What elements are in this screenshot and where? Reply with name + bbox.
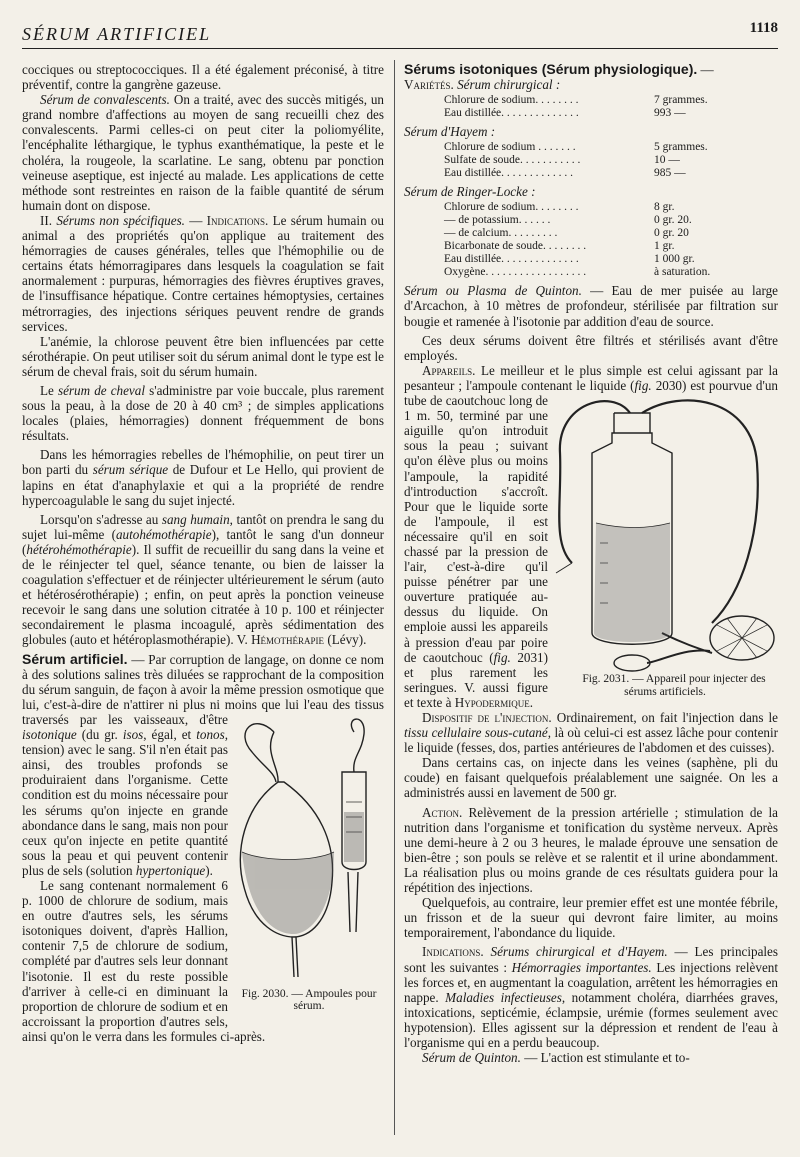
paragraph-serum-artificiel: Sérum artificiel. — Par corruption de langage, on donne ce nom à des solutions salines très diluées se rapprochant de la composition du sérum sanguin, de façon à avoir la même pression osmotique que lui, c'est-à-dire de n'attirer ni plus ni moins que lui l'eau des tissus traversés par les vaisseaux, d'être Fig. 2030. — Ampoules pour sérum. isotonique (du gr. isos, égal, et tonos, tension) avec le sang. S'il n'en était pas ainsi, des troubles profonds se produiraient dans l'organisme. Cette condition est du moins nécessaire pour les sérums qu'on injecte en grande abondance dans le sang, mais non pour ceux qu'on injecte en petite quantité sous la peau et qui peuvent contenir plus de sels (solution hypertonique).: [22, 652, 384, 878]
paragraph-indications: Indications. Sérums chirurgical et d'Hayem. — Les principales sont les suivantes : Hémorragies importantes. Les injections relèvent les forces et, en augmentant la coagulation, arrêtent les hémorragies en nappe. Maladies infectieuses, notamment choléra, diarrhées graves, intoxications, septicémie, éclampsie, urémie (formes seulement avec hypotension). Elles agissent sur la dépression et rendent de l'eau à l'organisme qui en a perdu beaucoup.: [404, 944, 778, 1050]
recipe-row: Sulfate de soude. . . . . . . . . . . 10 —: [444, 154, 680, 167]
figure-2031: [552, 393, 778, 703]
paragraph-action: Action. Relèvement de la pression artérielle ; stimulation de la nutrition dans l'organisme et tonification du système nerveux. Après une demi-heure à 2 ou 3 heures, le malade éprouve une sensation de bien-être ; son pouls se relève et se ralentit et il urine abondamment. La réalisation plus ou moins grande de ces résultats guidera pour la répétition des injections.: [404, 804, 778, 896]
paragraph: Ces deux sérums doivent être filtrés et stérilisés avant d'être employés.: [404, 332, 778, 363]
entry-heading: Sérum artificiel.: [22, 650, 128, 667]
paragraph-dispositif: Dispositif de l'injection. Ordinairement, on fait l'injection dans le tissu cellulaire sous-cutané, là où celui-ci est assez lâche pour contenir le liquide (fesses, dos, parties antérieures de l'abdomen et des cuisses).: [404, 710, 778, 756]
section-heading: Sérums isotoniques (Sérum physiologique). —: [404, 61, 714, 77]
paragraph: L'anémie, la chlorose peuvent être bien influencées par cette sérothérapie. On peut utiliser soit du sérum animal dont le type est le sérum de cheval frais, soit du sérum humain.: [22, 333, 384, 379]
recipe-ringer: [444, 201, 744, 279]
paragraph: cocciques ou streptococciques. Il a été également préconisé, à titre préventif, contre la gangrène gazeuse.: [22, 62, 384, 93]
recipe-row: Chlorure de sodium. . . . . . . . 8 gr.: [444, 201, 675, 214]
recipe-row: Bicarbonate de soude. . . . . . . . 1 gr.: [444, 240, 675, 253]
recipe-row: Oxygène. . . . . . . . . . . . . . . . . . à saturation.: [444, 266, 711, 279]
paragraph-convalescents: Sérum de convalescents. On a traité, avec des succès mitigés, un grand nombre d'affections au moyen de sang recueilli chez des convalescents. Parmi celles-ci on peut citer la poliomyélite, l'encéphalite léthargique, le typhus exanthématique, la peste et le choléra, la rougeole, la scarlatine. Le sang, obtenu par ponction veineuse aseptique, est injecté au malade. Les applications de cette méthode sont restreintes en raison de la faible quantité de sérum humain dont on dispose.: [22, 92, 385, 213]
recipe-row: Chlorure de sodium. . . . . . . . 7 grammes.: [444, 94, 708, 107]
recipe-chirurgical: [444, 94, 744, 120]
left-column: [22, 62, 384, 1044]
paragraph-appareils: Appareils. Le meilleur et le plus simple est celui agissant par la pesanteur ; l'ampoule contenant le liquide (fig. Fig. 2031. — Appareil pour injecter des sérums artificiels. 2030) est pourvue d'un tube de caoutchouc long de 1 m. 50, terminé par une aiguille qu'on introduit sous la peau ; suivant qu'on élève plus ou moins l'ampoule, la rapidité d'introduction s'accroît. Pour que le liquide sorte de l'ampoule, il est nécessaire qu'il en soit chassé par la pression de l'air, c'est-à-dire qu'il puisse pénétrer par une ouverture pratiquée au-dessus du liquide. On emploie aussi les appareils à pression d'eau par poire de caoutchouc (fig. 2031) et plus rarement les seringues. V. aussi figure et texte à Hypodermique.: [404, 362, 778, 710]
varietes-line: Variétés. Sérum chirurgical :: [404, 77, 561, 93]
page-header: [22, 18, 778, 49]
page-number: 1118: [749, 20, 778, 36]
paragraph: Le sang contenant normalement 6 p. 1000 de chlorure de sodium, mais en outre d'autres sels, les sérums isotoniques doivent, d'après Hallion, contenir 7,5 de chlorure de sodium, complété par d'autres sels leur donnant l'isotonie. Il est du reste possible d'arriver à celle-ci en diminuant la proportion de chlorure de sodium et en accroissant la proportion d'autres sels, ainsi qu'on le verra dans les formules ci-après.: [22, 877, 266, 1044]
paragraph-non-specifiques: II. Sérums non spécifiques. — Indications. Le sérum humain ou animal a des propriétés qu'on applique au traitement des hémorragies de causes générales, telles que l'hémophilie ou de certains états hémorragipares dans lesquels la coagulation se fait anormalement : purpuras, hémorragies des fièvres éruptives graves, de l'insuffisance hépatique. Contre certaines hémoptysies, certaines métrorragies, des injections sériques peuvent rendre de grands services.: [22, 212, 384, 334]
recipe-hayem: [444, 141, 744, 180]
right-column: [404, 62, 778, 1065]
recipe-row: — de potassium. . . . . . 0 gr. 20.: [444, 214, 692, 227]
injection-apparatus-illustration: [552, 393, 778, 673]
paragraph: Dans certains cas, on injecte dans les veines (saphène, pli du coude) en faisant quelquefois préalablement une saignée. On les a administrés aussi en lavement de 500 gr.: [404, 755, 778, 801]
recipe-row: Eau distillée. . . . . . . . . . . . . . 993 —: [444, 107, 686, 120]
recipe-row: Eau distillée. . . . . . . . . . . . . . 1 000 gr.: [444, 253, 695, 266]
figure-2030: [234, 712, 384, 1018]
recipe-title-hayem: Sérum d'Hayem :: [404, 124, 496, 140]
paragraph-quinton-action: Sérum de Quinton. — L'action est stimulante et to-: [422, 1050, 690, 1066]
recipe-row: — de calcium. . . . . . . . . 0 gr. 20: [444, 227, 689, 240]
paragraph: Quelquefois, au contraire, leur premier effet est une montée fébrile, un frisson et de la sueur qui devront faire limiter, au moins temporairement, l'abondance du liquide.: [404, 895, 778, 941]
recipe-title-ringer: Sérum de Ringer-Locke :: [404, 184, 536, 200]
paragraph-hemophilie: Dans les hémorragies rebelles de l'hémophilie, on peut tirer un bon parti du sérum sérique de Dufour et Le Hello, qui provient de lapins en état d'anaphylaxie et qui a la propriété de rendre hypercoagulable le sang du sujet injecté.: [22, 447, 384, 508]
column-divider: [394, 60, 395, 1135]
ampoule-illustration: [234, 712, 384, 988]
paragraph-serum-cheval: Le sérum de cheval s'administre par voie buccale, plus rarement sous la peau, à la dose de 20 à 40 cm³ ; de simples applications locales (plaies, hémorragies) donnent fréquemment de bons résultats.: [22, 382, 384, 444]
recipe-row: Eau distillée. . . . . . . . . . . . . 985 —: [444, 167, 686, 180]
paragraph-sang-humain: Lorsqu'on s'adresse au sang humain, tantôt on prendra le sang du sujet lui-même (autohémothérapie), tantôt le sang d'un donneur (hétérohémothérapie). Il suffit de recueillir du sang dans la veine et de le réinjecter tel quel, séance tenante, ou bien de laisser la coagulation s'effectuer et de réinjecter ultérieurement le sérum (auto et hétérosérothérapie) ; enfin, on peut après la ponction veineuse recevoir le sang dans une solution citratée à 10 p. 100 et réinjecter secondairement le plasma incoagulé, après sédimentation des globules (auto et hétéroplasmothérapie). V. Hémothérapie (Lévy).: [22, 511, 384, 648]
paragraph-quinton: Sérum ou Plasma de Quinton. — Eau de mer puisée au large d'Arcachon, à 10 mètres de profondeur, stérilisée par filtration sur bougie et ramenée à l'isotonie par addition d'eau de source.: [404, 283, 778, 329]
figure-caption: Fig. 2030. — Ampoules pour sérum.: [241, 987, 377, 1013]
running-title: SÉRUM ARTIFICIEL: [22, 24, 212, 44]
figure-caption: Fig. 2031. — Appareil pour injecter des sérums artificiels.: [582, 673, 766, 698]
recipe-row: Chlorure de sodium . . . . . . . 5 grammes.: [444, 141, 708, 154]
